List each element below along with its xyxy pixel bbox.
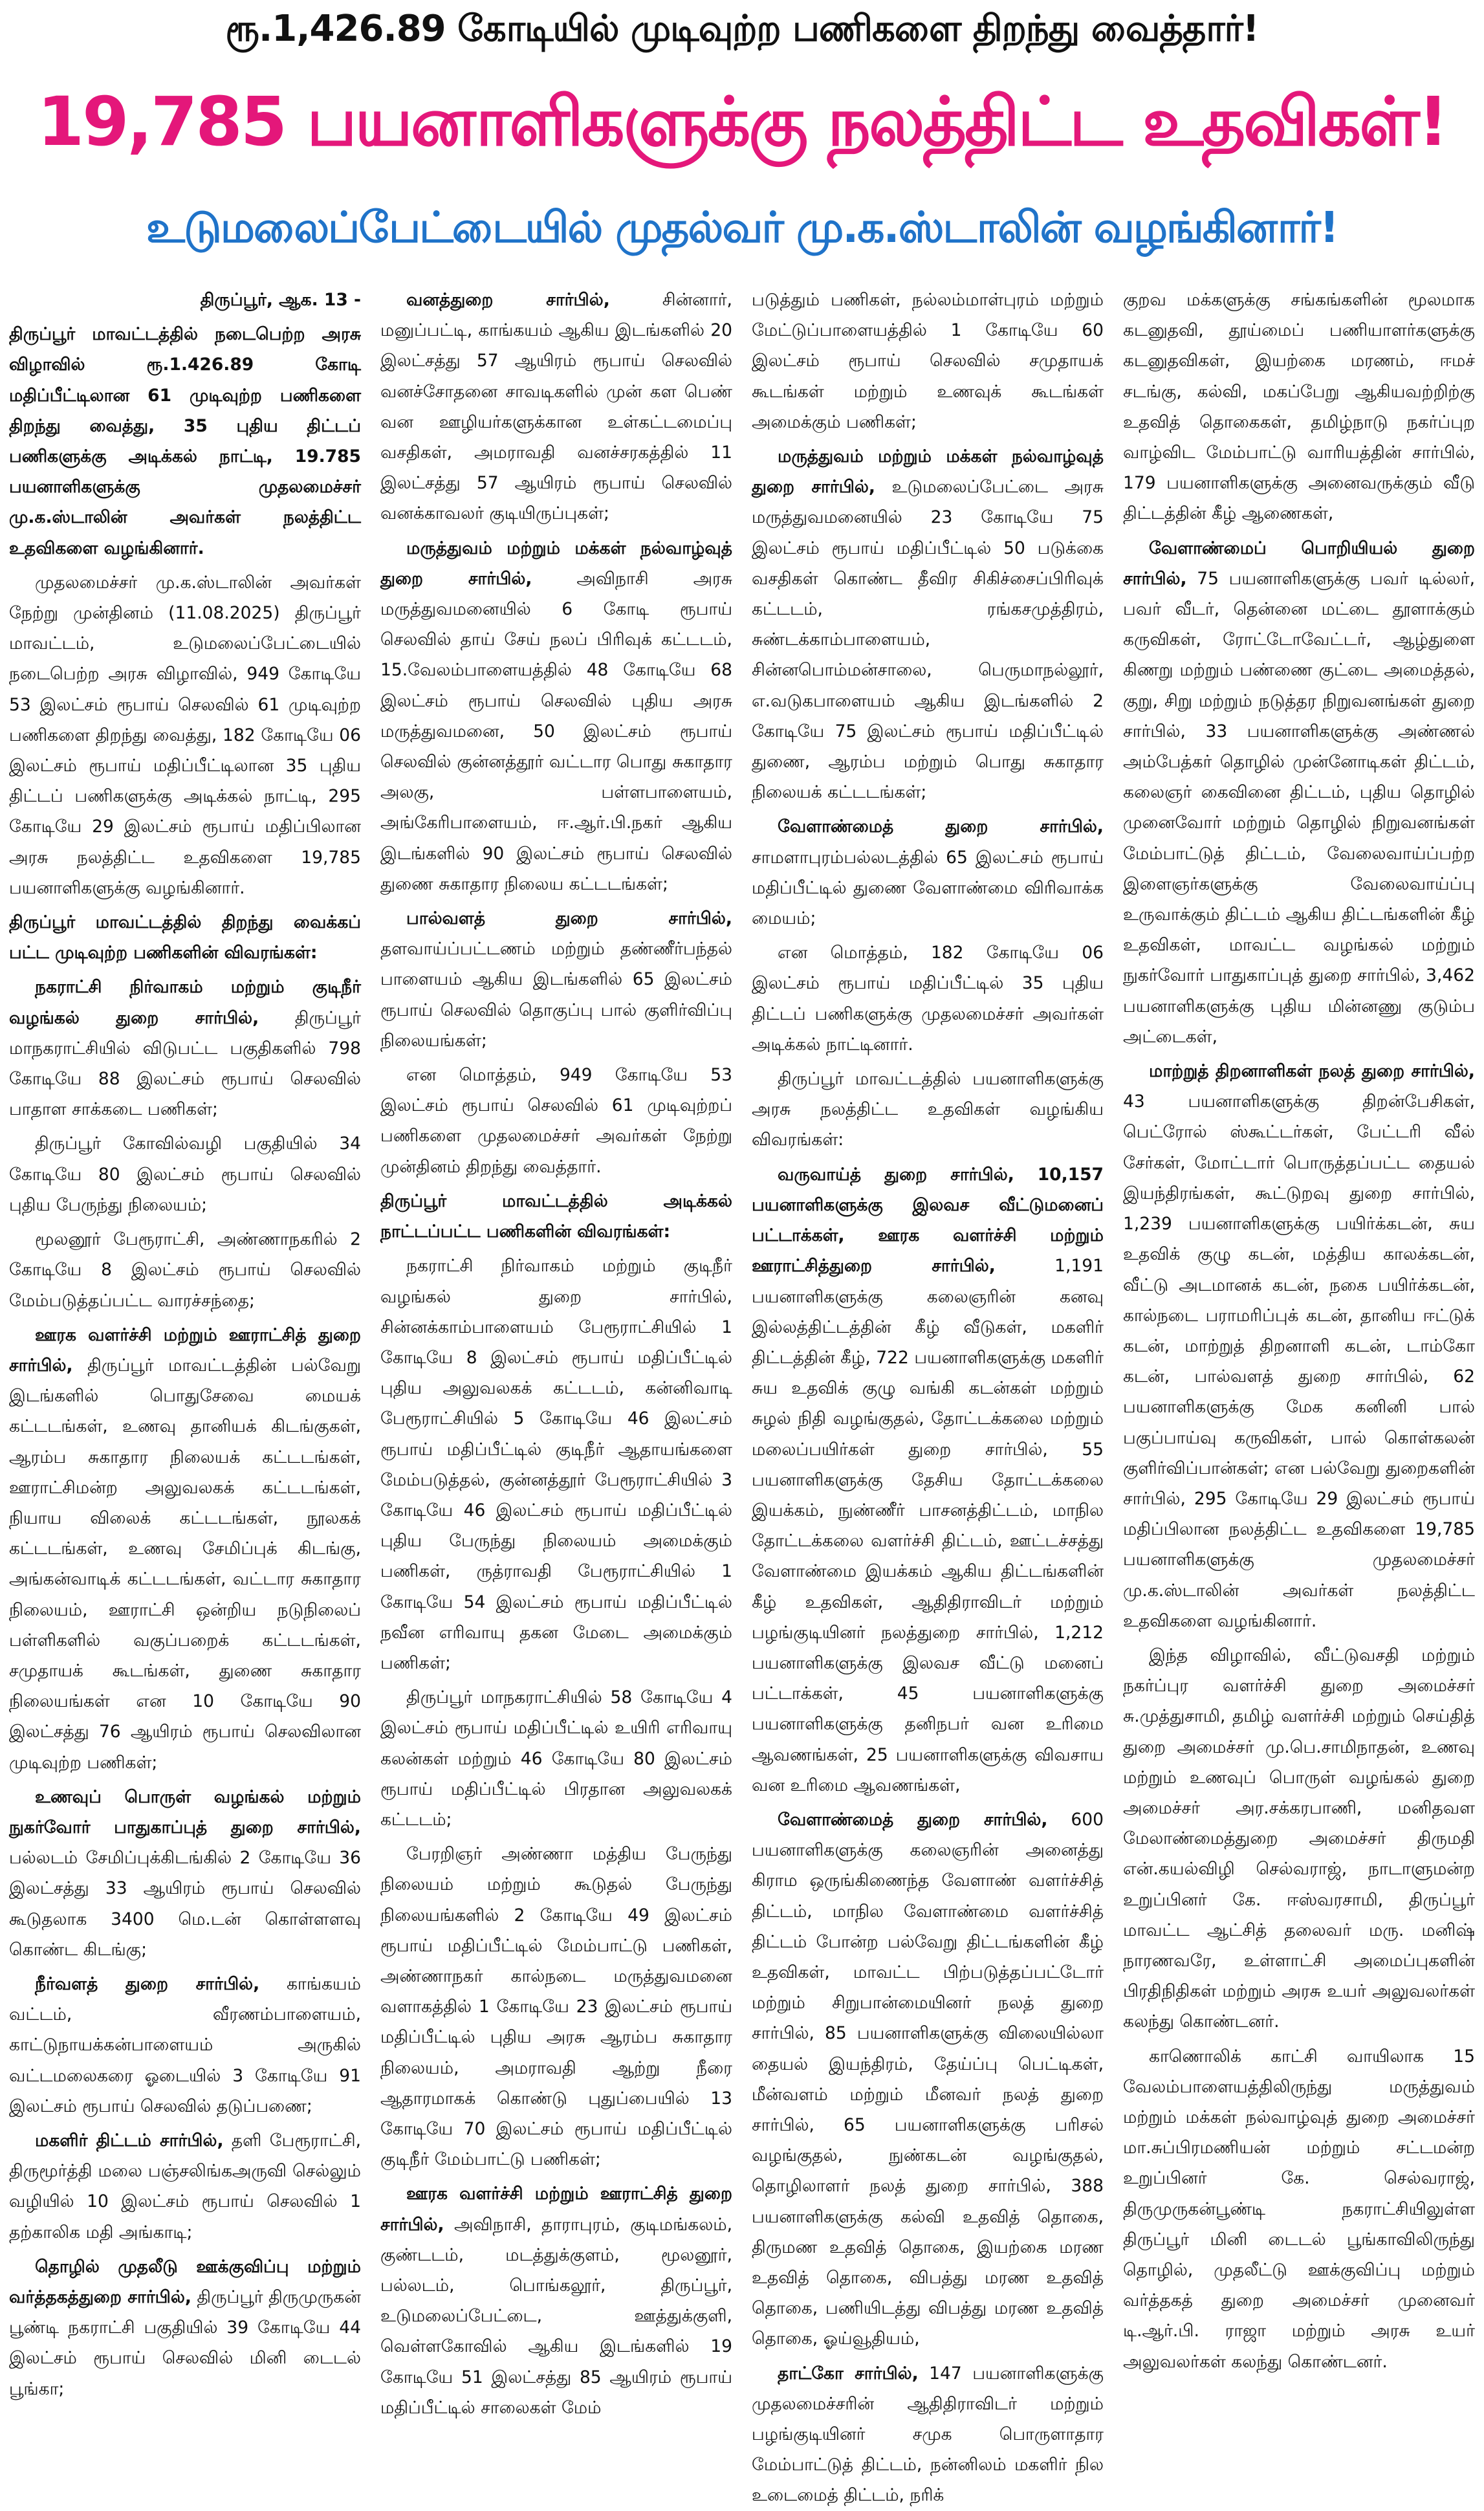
column-4 — [1123, 285, 1475, 2372]
article-paragraph — [380, 1839, 732, 2175]
paragraph-lead-in: தாட்கோ சார்பில், — [778, 2363, 919, 2384]
article-columns — [9, 285, 1475, 2506]
article-paragraph — [9, 319, 361, 564]
paragraph-text: திருப்பூர் மாநகராட்சியில் 58 கோடியே 4 இலட்சம் ரூபாய் மதிப்பீட்டில் உயிரி எரிவாயு கலன்கள் மற்றும் 46 கோடியே 80 இலட்சம் ரூபாய் மதிப்பீட்டில் பிரதான அலுவலகக் கட்டடம்; — [380, 1687, 732, 1830]
paragraph-text: திருப்பூர் மாவட்டத்தில் அடிக்கல் நாட்டப்பட்ட பணிகளின் விவரங்கள்: — [380, 1190, 732, 1242]
paragraph-text: இந்த விழாவில், வீட்டுவசதி மற்றும் நகர்ப்புர வளர்ச்சி துறை அமைச்சர் சு.முத்துசாமி, தமிழ் வளர்ச்சி மற்றும் செய்தித் துறை அமைச்சர் மு.பெ.சாமிநாதன், உணவு மற்றும் உணவுப் பொருள் வழங்கல் துறை அமைச்சர் அர.சக்கரபாணி, மனிதவள மேலாண்மைத்துறை அமைச்சர் திருமதி என்.கயல்விழி செல்வராஜ், நாடாளுமன்ற உறுப்பினர் கே. ஈஸ்வரசாமி, திருப்பூர் மாவட்ட ஆட்சித் தலைவர் மரு. மனிஷ் நாரணவரே, உள்ளாட்சி அமைப்புகளின் பிரதிநிதிகள் மற்றும் அரசு உயர் அலுவலர்கள் கலந்து கொண்டனர். — [1123, 1645, 1475, 2032]
paragraph-lead-in: வருவாய்த் துறை சார்பில், 10,157 பயனாளிகளுக்கு இலவச வீட்டுமனைப் பட்டாக்கள், ஊரக வளர்ச்சி மற்றும் ஊராட்சித்துறை சார்பில், — [752, 1164, 1104, 1277]
paragraph-text: திருப்பூர் மாவட்டத்தில் நடைபெற்ற அரசு விழாவில் ரூ.1.426.89 கோடி மதிப்பீட்டிலான 61 முடிவுற்ற பணிகளை திறந்து வைத்து, 35 புதிய திட்டப் பணிகளுக்கு அடிக்கல் நாட்டி, 19.785 பயனாளிகளுக்கு முதலமைச்சர் மு.க.ஸ்டாலின் அவர்கள் நலத்திட்ட உதவிகளை வழங்கினார். — [9, 324, 361, 558]
article-paragraph — [9, 1224, 361, 1316]
article-paragraph — [380, 1682, 732, 1835]
paragraph-lead-in: தொழில் முதலீடு ஊக்குவிப்பு மற்றும் வர்த்தகத்துறை சார்பில், — [9, 2256, 361, 2307]
article-paragraph — [380, 1060, 732, 1182]
article-paragraph — [380, 285, 732, 529]
article-paragraph — [380, 903, 732, 1056]
paragraph-lead-in: வேளாண்மைத் துறை சார்பில், — [778, 817, 1104, 837]
article-paragraph — [752, 285, 1104, 437]
paragraph-text: படுத்தும் பணிகள், நல்லம்மாள்புரம் மற்றும் மேட்டுப்பாளையத்தில் 1 கோடியே 60 இலட்சம் ரூபாய் செலவில் சமுதாயக் கூடங்கள் மற்றும் உணவுக் கூடங்கள் அமைக்கும் பணிகள்; — [752, 290, 1104, 432]
paragraph-text: காங்கயம் வட்டம், வீரணம்பாளையம், காட்டுநாயக்கன்பாளையம் அருகில் வட்டமலைகரை ஓடையில் 3 கோடியே 91 இலட்சம் ரூபாய் செலவில் தடுப்பணை; — [9, 1973, 361, 2116]
paragraph-text: திருப்பூர் மாவட்டத்தில் பயனாளிகளுக்கு அரசு நலத்திட்ட உதவிகள் வழங்கிய விவரங்கள்: — [752, 1069, 1104, 1150]
paragraph-text: குறவ மக்களுக்கு சங்கங்களின் மூலமாக கடனுதவி, தூய்மைப் பணியாளர்களுக்கு கடனுதவிகள், இயற்கை மரணம், ஈமச் சடங்கு, கல்வி, மகப்பேறு ஆகியவற்றிற்கு உதவித் தொகைகள், தமிழ்நாடு நகர்ப்புற வாழ்விட மேம்பாட்டு வாரியத்தின் சார்பில், 179 பயனாளிகளுக்கு அனைவருக்கும் வீடு திட்டத்தின் கீழ் ஆணைகள், — [1123, 290, 1475, 524]
paragraph-text: என மொத்தம், 182 கோடியே 06 இலட்சம் ரூபாய் மதிப்பீட்டில் 35 புதிய திட்டப் பணிகளுக்கு முதலமைச்சர் அவர்கள் அடிக்கல் நாட்டினார். — [752, 943, 1104, 1055]
paragraph-text: அவிநாசி, தாராபுரம், குடிமங்கலம், குண்டடம், மடத்துக்குளம், மூலனூர், பல்லடம், பொங்கலூர், திருப்பூர், உடுமலைப்பேட்டை, ஊத்துக்குளி, வெள்ளகோவில் ஆகிய இடங்களில் 19 கோடியே 51 இலட்சத்து 85 ஆயிரம் ரூபாய் மதிப்பீட்டில் சாலைகள் மேம் — [380, 2214, 732, 2418]
paragraph-text: 600 பயனாளிகளுக்கு கலைஞரின் அனைத்து கிராம ஒருங்கிணைந்த வேளாண் வளர்ச்சித் திட்டம், மாநில வேளாண்மை வளர்ச்சித் திட்டம் போன்ற பல்வேறு திட்டங்களின் கீழ் உதவிகள், மாவட்ட பிற்படுத்தப்பட்டோர் மற்றும் சிறுபான்மையினர் நலத் துறை சார்பில், 85 பயனாளிகளுக்கு விலையில்லா தையல் இயந்திரம், தேய்ப்பு பெட்டிகள், மீன்வளம் மற்றும் மீனவர் நலத் துறை சார்பில், 65 பயனாளிகளுக்கு பரிசல் வழங்குதல், நுண்கடன் வழங்குதல், தொழிலாளர் நலத் துறை சார்பில், 388 பயனாளிகளுக்கு கல்வி உதவித் தொகை, திருமண உதவித் தொகை, இயற்கை மரண உதவித் தொகை, விபத்து மரண உதவித் தொகை, பணியிடத்து விபத்து மரண உதவித் தொகை, ஓய்வூதியம், — [752, 1809, 1104, 2349]
headline-sub: உடுமலைப்பேட்டையில் முதல்வர் மு.க.ஸ்டாலின் வழங்கினார்! — [146, 203, 1338, 252]
paragraph-text: நகராட்சி நிர்வாகம் மற்றும் குடிநீர் வழங்கல் துறை சார்பில், சின்னக்காம்பாளையம் பேரூராட்சியில் 1 கோடியே 8 இலட்சம் ரூபாய் மதிப்பீட்டில் புதிய அலுவலகக் கட்டடம், கன்னிவாடி பேரூராட்சியில் 5 கோடியே 46 இலட்சம் ரூபாய் மதிப்பீட்டில் குடிநீர் ஆதாயங்களை மேம்படுத்தல், குன்னத்தூர் பேரூராட்சியில் 3 கோடியே 46 இலட்சம் ரூபாய் மதிப்பீட்டில் புதிய பேருந்து நிலையம் அமைக்கும் பணிகள், ருத்ராவதி பேரூராட்சியில் 1 கோடியே 54 இலட்சம் ரூபாய் மதிப்பீட்டில் நவீன எரிவாயு தகன மேடை அமைக்கும் பணிகள்; — [380, 1256, 732, 1673]
article-paragraph — [380, 533, 732, 899]
article-paragraph — [1123, 2041, 1475, 2377]
article-paragraph — [1123, 533, 1475, 1052]
paragraph-lead-in: வேளாண்மைப் பொறியியல் துறை சார்பில், — [1123, 538, 1475, 589]
article-paragraph — [752, 441, 1104, 807]
paragraph-text: 147 பயனாளிகளுக்கு முதலமைச்சரின் ஆதிதிராவிடர் மற்றும் பழங்குடியினர் சமுக பொருளாதார மேம்பாட்டுத் திட்டம், நன்னிலம் மகளிர் நில உடைமைத் திட்டம், நரிக் — [752, 2363, 1104, 2506]
headline-main: 19,785 பயனாளிகளுக்கு நலத்திட்ட உதவிகள்! — [37, 82, 1447, 161]
article-paragraph — [752, 1804, 1104, 2354]
article-paragraph — [380, 2178, 732, 2423]
paragraph-text: மூலனூர் பேரூராட்சி, அண்ணாநகரில் 2 கோடியே 8 இலட்சம் ரூபாய் செலவில் மேம்படுத்தப்பட்ட வாரச்சந்தை; — [9, 1229, 361, 1311]
paragraph-text: பேரறிஞர் அண்ணா மத்திய பேருந்து நிலையம் மற்றும் கூடுதல் பேருந்து நிலையங்களில் 2 கோடியே 49 இலட்சம் ரூபாய் மதிப்பீட்டில் மேம்பாட்டு பணிகள், அண்ணாநகர் கால்நடை மருத்துவமனை வளாகத்தில் 1 கோடியே 23 இலட்சம் ரூபாய் மதிப்பீட்டில் புதிய அரசு ஆரம்ப சுகாதார நிலையம், அமராவதி ஆற்று நீரை ஆதாரமாகக் கொண்டு புதுப்பையில் 13 கோடியே 70 இலட்சம் ரூபாய் மதிப்பீட்டில் குடிநீர் மேம்பாட்டு பணிகள்; — [380, 1844, 732, 2170]
paragraph-text: திருப்பூர், ஆக. 13 - — [200, 290, 361, 310]
column-3 — [752, 285, 1104, 2506]
article-paragraph — [380, 1251, 732, 1678]
paragraph-lead-in: வேளாண்மைத் துறை சார்பில், — [778, 1809, 1048, 1830]
paragraph-lead-in: நீர்வளத் துறை சார்பில், — [35, 1973, 260, 1994]
paragraph-text: பல்லடம் சேமிப்புக்கிடங்கில் 2 கோடியே 36 இலட்சத்து 33 ஆயிரம் ரூபாய் செலவில் கூடுதலாக 3400 மெ.டன் கொள்ளளவு கொண்ட கிடங்கு; — [9, 1848, 361, 1960]
article-paragraph — [9, 972, 361, 1124]
article-paragraph — [752, 1159, 1104, 1801]
paragraph-lead-in: மருத்துவம் மற்றும் மக்கள் நல்வாழ்வுத் துறை சார்பில், — [380, 538, 732, 589]
paragraph-text: திருப்பூர் மாவட்டத்தின் பல்வேறு இடங்களில் பொதுசேவை மையக் கட்டடங்கள், உணவு தானியக் கிடங்குகள், ஆரம்ப சுகாதார நிலையக் கட்டடங்கள், ஊராட்சிமன்ற அலுவலகக் கட்டடங்கள், நியாய விலைக் கட்டடங்கள், நூலகக் கட்டடங்கள், உணவு சேமிப்புக் கிடங்கு, அங்கன்வாடிக் கட்டடங்கள், வட்டார சுகாதார நிலையம், ஊராட்சி ஒன்றிய நடுநிலைப் பள்ளிகளில் வகுப்பறைக் கட்டடங்கள், சமுதாயக் கூடங்கள், துணை சுகாதார நிலையங்கள் என 10 கோடியே 90 இலட்சத்து 76 ஆயிரம் ரூபாய் செலவிலான முடிவுற்ற பணிகள்; — [9, 1355, 361, 1773]
article-paragraph — [1123, 1056, 1475, 1636]
article-paragraph — [9, 285, 361, 315]
article-paragraph — [9, 2252, 361, 2404]
paragraph-text: சாமளாபுரம்பல்லடத்தில் 65 இலட்சம் ரூபாய் மதிப்பீட்டில் துணை வேளாண்மை விரிவாக்க மையம்; — [752, 847, 1104, 929]
paragraph-text: காணொலிக் காட்சி வாயிலாக 15 வேலம்பாளையத்திலிருந்து மருத்துவம் மற்றும் மக்கள் நல்வாழ்வுத் துறை அமைச்சர் மா.சுப்பிரமணியன் மற்றும் சட்டமன்ற உறுப்பினர் கே. செல்வராஜ், திருமுருகன்பூண்டி நகராட்சியிலுள்ள திருப்பூர் மினி டைடல் பூங்காவிலிருந்து தொழில், முதலீட்டு ஊக்குவிப்பு மற்றும் வர்த்தகத் துறை அமைச்சர் முனைவர் டி.ஆர்.பி. ராஜா மற்றும் அரசு உயர் அலுவலர்கள் கலந்து கொண்டனர். — [1123, 2046, 1475, 2372]
paragraph-lead-in: மகளிர் திட்டம் சார்பில், — [35, 2130, 224, 2151]
paragraph-text: தளி பேரூராட்சி, திருமூர்த்தி மலை பஞ்சலிங்கஅருவி செல்லும் வழியில் 10 இலட்சம் ரூபாய் செலவில் 1 தற்காலிக மதி அங்காடி; — [9, 2130, 361, 2242]
paragraph-text: 75 பயனாளிகளுக்கு பவர் டில்லர், பவர் வீடர், தென்னை மட்டை தூளாக்கும் கருவிகள், ரோட்டோவேட்டர், ஆழ்துளை கிணறு மற்றும் பண்ணை குட்டை அமைத்தல், குறு, சிறு மற்றும் நடுத்தர நிறுவனங்கள் துறை சார்பில், 33 பயனாளிகளுக்கு அண்ணல் அம்பேத்கர் தொழில் முன்னோடிகள் திட்டம், கலைஞர் கைவினை திட்டம், புதிய தொழில் முனைவோர் மற்றும் தொழில் நிறுவனங்கள் மேம்பாட்டுத் திட்டம், வேலைவாய்ப்பற்ற இளைஞர்களுக்கு வேலைவாய்ப்பு உருவாக்கும் திட்டம் ஆகிய திட்டங்களின் கீழ் உதவிகள், மாவட்ட வழங்கல் மற்றும் நுகர்வோர் பாதுகாப்புத் துறை சார்பில், 3,462 பயனாளிகளுக்கு புதிய மின்னணு குடும்ப அட்டைகள், — [1123, 568, 1475, 1047]
paragraph-text: திருப்பூர் திருமுருகன் பூண்டி நகராட்சி பகுதியில் 39 கோடியே 44 இலட்சம் ரூபாய் செலவில் மினி டைடல் பூங்கா; — [9, 2287, 361, 2399]
paragraph-text: முதலமைச்சர் மு.க.ஸ்டாலின் அவர்கள் நேற்று முன்தினம் (11.08.2025) திருப்பூர் மாவட்டம், உடுமலைப்பேட்டையில் நடைபெற்ற அரசு விழாவில், 949 கோடியே 53 இலட்சம் ரூபாய் செலவில் 61 முடிவுற்ற பணிகளை திறந்து வைத்து, 182 கோடியே 06 இலட்சம் ரூபாய் மதிப்பீட்டிலான 35 புதிய திட்டப் பணிகளுக்கு அடிக்கல் நாட்டி, 295 கோடியே 29 இலட்சம் ரூபாய் மதிப்பிலான அரசு நலத்திட்ட உதவிகளை 19,785 பயனாளிகளுக்கு வழங்கினார். — [9, 572, 361, 898]
article-paragraph — [9, 1969, 361, 2122]
article-paragraph — [9, 567, 361, 903]
article-paragraph — [9, 2125, 361, 2248]
article-paragraph — [1123, 285, 1475, 529]
article-paragraph — [752, 2358, 1104, 2511]
paragraph-text: திருப்பூர் மாவட்டத்தில் திறந்து வைக்கப் பட்ட முடிவுற்ற பணிகளின் விவரங்கள்: — [9, 912, 361, 963]
paragraph-text: 43 பயனாளிகளுக்கு திறன்பேசிகள், பெட்ரோல் ஸ்கூட்டர்கள், பேட்டரி வீல் சேர்கள், மோட்டார் பொருத்தப்பட்ட தையல் இயந்திரங்கள், கூட்டுறவு துறை சார்பில், 1,239 பயனாளிகளுக்கு பயிர்க்கடன், சுய உதவிக் குழு கடன், மத்திய காலக்கடன், வீட்டு அடமானக் கடன், நகை பயிர்க்கடன், கால்நடை பராமரிப்புக் கடன், தானிய ஈட்டுக் கடன், மாற்றுத் திறனாளி கடன், டாம்கோ கடன், பால்வளத் துறை சார்பில், 62 பயனாளிகளுக்கு மேக கனினி பால் பகுப்பாய்வு கருவிகள், பால் கொள்கலன் குளிர்விப்பான்கள்; என பல்வேறு துறைகளின் சார்பில், 295 கோடியே 29 இலட்சம் ரூபாய் மதிப்பிலான நலத்திட்ட உதவிகளை 19,785 பயனாளிகளுக்கு முதலமைச்சர் மு.க.ஸ்டாலின் அவர்கள் நலத்திட்ட உதவிகளை வழங்கினார். — [1123, 1091, 1475, 1631]
paragraph-text: அவிநாசி அரசு மருத்துவமனையில் 6 கோடி ரூபாய் செலவில் தாய் சேய் நலப் பிரிவுக் கட்டடம், 15.வேலம்பாளையத்தில் 48 கோடியே 68 இலட்சம் ரூபாய் செலவில் புதிய அரசு மருத்துவமனை, 50 இலட்சம் ரூபாய் செலவில் குன்னத்தூர் வட்டார பொது சுகாதார அலகு, பள்ளபாளையம், அங்கேரிபாளையம், ஈ.ஆர்.பி.நகர் ஆகிய இடங்களில் 90 இலட்சம் ரூபாய் செலவில் துணை சுகாதார நிலைய கட்டடங்கள்; — [380, 568, 732, 894]
paragraph-lead-in: மருத்துவம் மற்றும் மக்கள் நல்வாழ்வுத் துறை சார்பில், — [752, 446, 1104, 498]
article-paragraph — [9, 1782, 361, 1965]
paragraph-lead-in: நகராட்சி நிர்வாகம் மற்றும் குடிநீர் வழங்கல் துறை சார்பில், — [9, 977, 361, 1028]
paragraph-text: திருப்பூர் மாநகராட்சியில் விடுபட்ட பகுதிகளில் 798 கோடியே 88 இலட்சம் ரூபாய் செலவில் பாதாள சாக்கடை பணிகள்; — [9, 1007, 361, 1120]
headline-top: ரூ.1,426.89 கோடியில் முடிவுற்ற பணிகளை திறந்து வைத்தார்! — [225, 8, 1259, 50]
article-paragraph — [1123, 1640, 1475, 2037]
paragraph-lead-in: ஊரக வளர்ச்சி மற்றும் ஊராட்சித் துறை சார்பில், — [9, 1324, 361, 1376]
paragraph-lead-in: ஊரக வளர்ச்சி மற்றும் ஊராட்சித் துறை சார்பில், — [380, 2184, 732, 2235]
article-paragraph — [380, 1186, 732, 1247]
paragraph-text: உடுமலைப்பேட்டை அரசு மருத்துவமனையில் 23 கோடியே 75 இலட்சம் ரூபாய் மதிப்பீட்டில் 50 படுக்கை வசதிகள் கொண்ட தீவிர சிகிச்சைப்பிரிவுக் கட்டடம், ரங்கசமுத்திரம், சுண்டக்காம்பாளையம், சின்னபொம்மன்சாலை, பெருமாநல்லூர், எ.வடுகபாளையம் ஆகிய இடங்களில் 2 கோடியே 75 இலட்சம் ரூபாய் மதிப்பீட்டில் துணை, ஆரம்ப மற்றும் பொது சுகாதார நிலையக் கட்டடங்கள்; — [752, 477, 1104, 803]
paragraph-text: என மொத்தம், 949 கோடியே 53 இலட்சம் ரூபாய் செலவில் 61 முடிவுற்றப் பணிகளை முதலமைச்சர் அவர்கள் நேற்று முன்தினம் திறந்து வைத்தார். — [380, 1065, 732, 1177]
paragraph-lead-in: வனத்துறை சார்பில், — [406, 290, 610, 310]
article-paragraph — [9, 907, 361, 968]
paragraph-lead-in: உணவுப் பொருள் வழங்கல் மற்றும் நுகர்வோர் பாதுகாப்புத் துறை சார்பில், — [9, 1786, 361, 1837]
article-paragraph — [9, 1320, 361, 1778]
article-paragraph — [752, 811, 1104, 934]
paragraph-text: தளவாய்ப்பட்டணம் மற்றும் தண்ணீர்பந்தல் பாளையம் ஆகிய இடங்களில் 65 இலட்சம் ரூபாய் செலவில் தொகுப்பு பால் குளிர்விப்பு நிலையங்கள்; — [380, 939, 732, 1051]
paragraph-text: சின்னார், மனுப்பட்டி, காங்கயம் ஆகிய இடங்களில் 20 இலட்சத்து 57 ஆயிரம் ரூபாய் செலவில் வனச்சோதனை சாவடிகளில் முன் கள பெண் வன ஊழியர்களுக்கான உள்கட்டமைப்பு வசதிகள், அமராவதி வனச்சரகத்தில் 11 இலட்சத்து 57 ஆயிரம் ரூபாய் செலவில் வனக்காவலர் குடியிருப்புகள்; — [380, 290, 732, 524]
column-1 — [9, 285, 361, 2399]
article-paragraph — [9, 1128, 361, 1220]
column-2 — [380, 285, 732, 2418]
article-paragraph — [752, 938, 1104, 1060]
paragraph-text: 1,191 பயனாளிகளுக்கு கலைஞரின் கனவு இல்லத்திட்டத்தின் கீழ் வீடுகள், மகளிர் திட்டத்தின் கீழ், 722 பயனாளிகளுக்கு மகளிர் சுய உதவிக் குழு வங்கி கடன்கள் மற்றும் சுழல் நிதி வழங்குதல், தோட்டக்கலை மற்றும் மலைப்பயிர்கள் துறை சார்பில், 55 பயனாளிகளுக்கு தேசிய தோட்டக்கலை இயக்கம், நுண்ணீர் பாசனத்திட்டம், மாநில தோட்டக்கலை வளர்ச்சி திட்டம், ஊட்டச்சத்து வேளாண்மை இயக்கம் ஆகிய திட்டங்களின் கீழ் உதவிகள், ஆதிதிராவிடர் மற்றும் பழங்குடியினர் நலத்துறை சார்பில், 1,212 பயனாளிகளுக்கு இலவச வீட்டு மனைப் பட்டாக்கள், 45 பயனாளிகளுக்கு பயனாளிகளுக்கு தனிநபர் வன உரிமை ஆவணங்கள், 25 பயனாளிகளுக்கு விவசாய வன உரிமை ஆவணங்கள், — [752, 1256, 1104, 1795]
paragraph-text: திருப்பூர் கோவில்வழி பகுதியில் 34 கோடியே 80 இலட்சம் ரூபாய் செலவில் புதிய பேருந்து நிலையம்; — [9, 1134, 361, 1215]
paragraph-lead-in: பால்வளத் துறை சார்பில், — [406, 908, 732, 929]
paragraph-lead-in: மாற்றுத் திறனாளிகள் நலத் துறை சார்பில், — [1149, 1061, 1475, 1082]
article-paragraph — [752, 1064, 1104, 1156]
